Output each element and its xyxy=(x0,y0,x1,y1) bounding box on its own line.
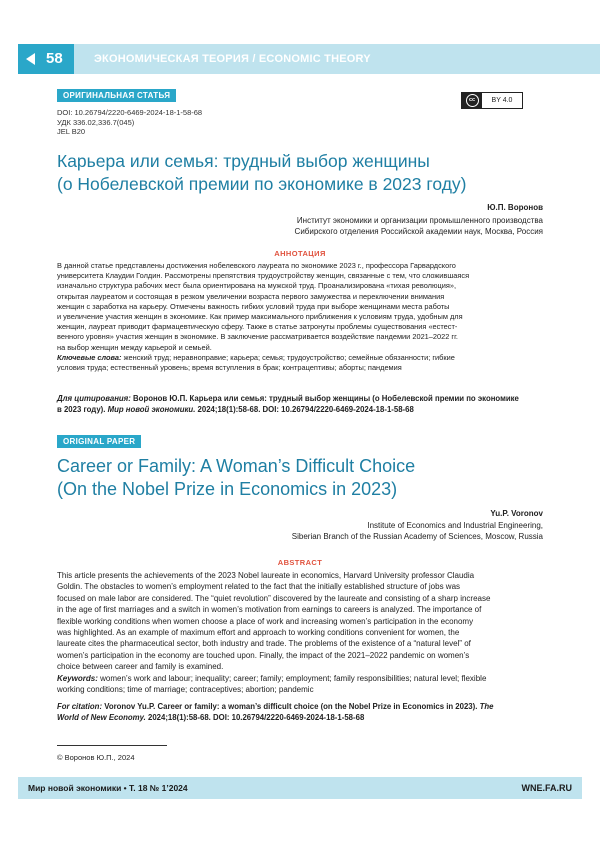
cite-ru-text2b: 2024;18(1):58-68. DOI: 10.26794/2220-6469-2024-18-1-58-68 xyxy=(197,404,414,414)
cite-en-text1: Voronov Yu.P. Career or family: a woman’s difficult choice (on the Nobel Prize in Economics in 2023). xyxy=(104,702,478,711)
title-en xyxy=(57,455,557,501)
arrow-left-icon xyxy=(26,53,35,65)
page-number: 58 xyxy=(46,50,63,67)
keywords-en-text1: women’s work and labour; inequality; career; family; employment; family responsibilities; natural level; flexible xyxy=(100,673,487,683)
cite-ru-label: Для цитирования: xyxy=(57,394,131,403)
abstract-en-line: was highlighted. As an example of maximum effort and approach to working conditions convenient for women, the xyxy=(57,628,460,638)
abstract-ru-line: изначально структура рабочих мест была ориентирована на мужской труд. Проанализирована «тихая революция», xyxy=(57,281,457,291)
keywords-en-label: Keywords: xyxy=(57,673,98,683)
affil-en-line2: Siberian Branch of the Russian Academy of Sciences, Moscow, Russia xyxy=(291,532,543,541)
citation-ru xyxy=(57,394,543,416)
keywords-en-line2: working conditions; time of marriage; contraceptives; abortion; pandemic xyxy=(57,685,314,695)
affiliation-en xyxy=(292,520,543,542)
abstract-en-line: laureate cites the pharmaceutical sector, both industry and trade. The problems of the existence of a “natural level” of xyxy=(57,639,471,649)
citation-en xyxy=(57,702,543,724)
keywords-ru-line2: условия труда; естественный уровень; время вступления в брак; контрацептивы; аборты; пандемия xyxy=(57,363,402,373)
author-en: Yu.P. Voronov xyxy=(490,509,543,518)
cite-en-label: For citation: xyxy=(57,702,103,711)
abstract-en-line: flexible working conditions when women choose a place of work and increasing women’s participation in the economy xyxy=(57,616,474,626)
footnote-rule xyxy=(57,745,167,746)
cite-ru-journal: Мир новой экономики. xyxy=(107,404,196,414)
affil-en-line1: Institute of Economics and Industrial Engineering, xyxy=(367,521,543,530)
section-title: ЭКОНОМИЧЕСКАЯ ТЕОРИЯ / ECONOMIC THEORY xyxy=(94,53,371,65)
affil-ru-line2: Сибирского отделения Российской академии наук, Москва, Россия xyxy=(294,227,543,236)
cite-ru-text2a: в 2023 году). xyxy=(57,404,106,414)
abstract-ru-line: университета Клаудии Голдин. Рассмотрены препятствия трудоустройству женщин, связанные с тем, что сложившаяся xyxy=(57,271,470,281)
keywords-ru-label: Ключевые слова: xyxy=(57,352,122,362)
page-number-box xyxy=(18,44,74,74)
cite-en-text2: 2024;18(1):58-68. DOI: 10.26794/2220-6469-2024-18-1-58-68 xyxy=(147,712,365,722)
abstract-ru-line: В данной статье представлены достижения нобелевского лауреата по экономике 2023 г., профессора Гарвардского xyxy=(57,261,456,270)
cite-ru-text1: Воронов Ю.П. Карьера или семья: трудный выбор женщины (о Нобелевской премии по экономике xyxy=(133,394,519,403)
keywords-ru-text1: женский труд; неравноправие; карьера; семья; трудоустройство; семейные обязанности; гибкие xyxy=(123,352,455,362)
abstract-en-line: Goldin. The obstacles to women’s employment related to the fact that the initially established structure of jobs was xyxy=(57,582,461,592)
abstract-ru-line: на выбор женщин между карьерой и семьей. xyxy=(57,342,212,352)
title-en-line1: Career or Family: A Woman’s Difficult Choice xyxy=(57,456,416,476)
title-ru xyxy=(57,150,557,196)
abstract-ru xyxy=(57,261,543,373)
abstract-ru-line: открытая лауреатом и состоящая в резком увеличении возраста первого замужества и переключении внимания xyxy=(57,291,445,301)
udc: УДК 336.02,336.7(045) xyxy=(57,117,135,127)
affil-ru-line1: Институт экономики и организации промышленного производства xyxy=(296,216,543,225)
abstract-en-line: in the age of first marriages and a switch in women’s motivation from earnings to careers is analyzed. The importance of xyxy=(57,605,482,615)
jel: JEL B20 xyxy=(57,127,86,137)
abstract-en-line: women’s participation in the economy are touched upon. Finally, the impact of the 2021–2022 pandemic on women’s xyxy=(57,650,470,660)
article-meta xyxy=(57,108,202,137)
title-ru-line1: Карьера или семья: трудный выбор женщины xyxy=(57,151,430,171)
abstract-en-line: This article presents the achievements of the 2023 Nobel laureate in economics, Harvard University professor Claudia xyxy=(57,571,475,580)
cite-en-journal2: World of New Economy. xyxy=(57,712,146,722)
abstract-heading-en: ABSTRACT xyxy=(277,558,323,567)
abstract-ru-line: женщин с заработка на карьеру. Отмечены важность гибких условий труда при выборе женщинами места работы xyxy=(57,301,450,311)
original-paper-tag: ORIGINAL PAPER xyxy=(57,435,141,448)
keywords-en xyxy=(57,673,543,684)
cite-en-journal1: The xyxy=(479,702,494,711)
abstract-en xyxy=(57,570,543,695)
cc-icon: cc xyxy=(462,93,482,108)
abstract-ru-line: и увеличение участия женщин в экономике. Как пример максимального приближения к условиям труда, удобным для xyxy=(57,312,463,322)
doi: DOI: 10.26794/2220-6469-2024-18-1-58-68 xyxy=(57,108,203,117)
abstract-heading-ru: АННОТАЦИЯ xyxy=(274,249,326,258)
title-ru-line2: (о Нобелевской премии по экономике в 2023 году) xyxy=(57,174,467,194)
abstract-ru-line: венного уровня» участия женщин в экономике. В заключение рассматривается воздействие пандемии 2021–2022 гг. xyxy=(57,332,458,342)
copyright: © Воронов Ю.П., 2024 xyxy=(57,753,135,762)
footer-site-link[interactable]: WNE.FA.RU xyxy=(521,783,572,793)
footer-journal: Мир новой экономики • Т. 18 № 1’2024 xyxy=(28,783,188,793)
license-label: BY 4.0 xyxy=(491,97,513,104)
affiliation-ru xyxy=(295,215,543,237)
abstract-en-line: focused on male labor are considered. The “quiet revolution” discovered by the laureate and consisting of a sharp increase xyxy=(57,593,491,603)
original-article-tag: ОРИГИНАЛЬНАЯ СТАТЬЯ xyxy=(57,89,176,102)
cc-license-badge[interactable] xyxy=(461,92,523,109)
author-ru: Ю.П. Воронов xyxy=(487,203,543,212)
abstract-ru-line: женщин, лауреат приводит фармацевтическую сферу. Также в статье затронуты проблемы существования «естест- xyxy=(57,322,458,332)
title-en-line2: (On the Nobel Prize in Economics in 2023) xyxy=(57,479,398,499)
abstract-en-line: choice between career and family is examined. xyxy=(57,662,224,672)
keywords-ru xyxy=(57,353,543,363)
